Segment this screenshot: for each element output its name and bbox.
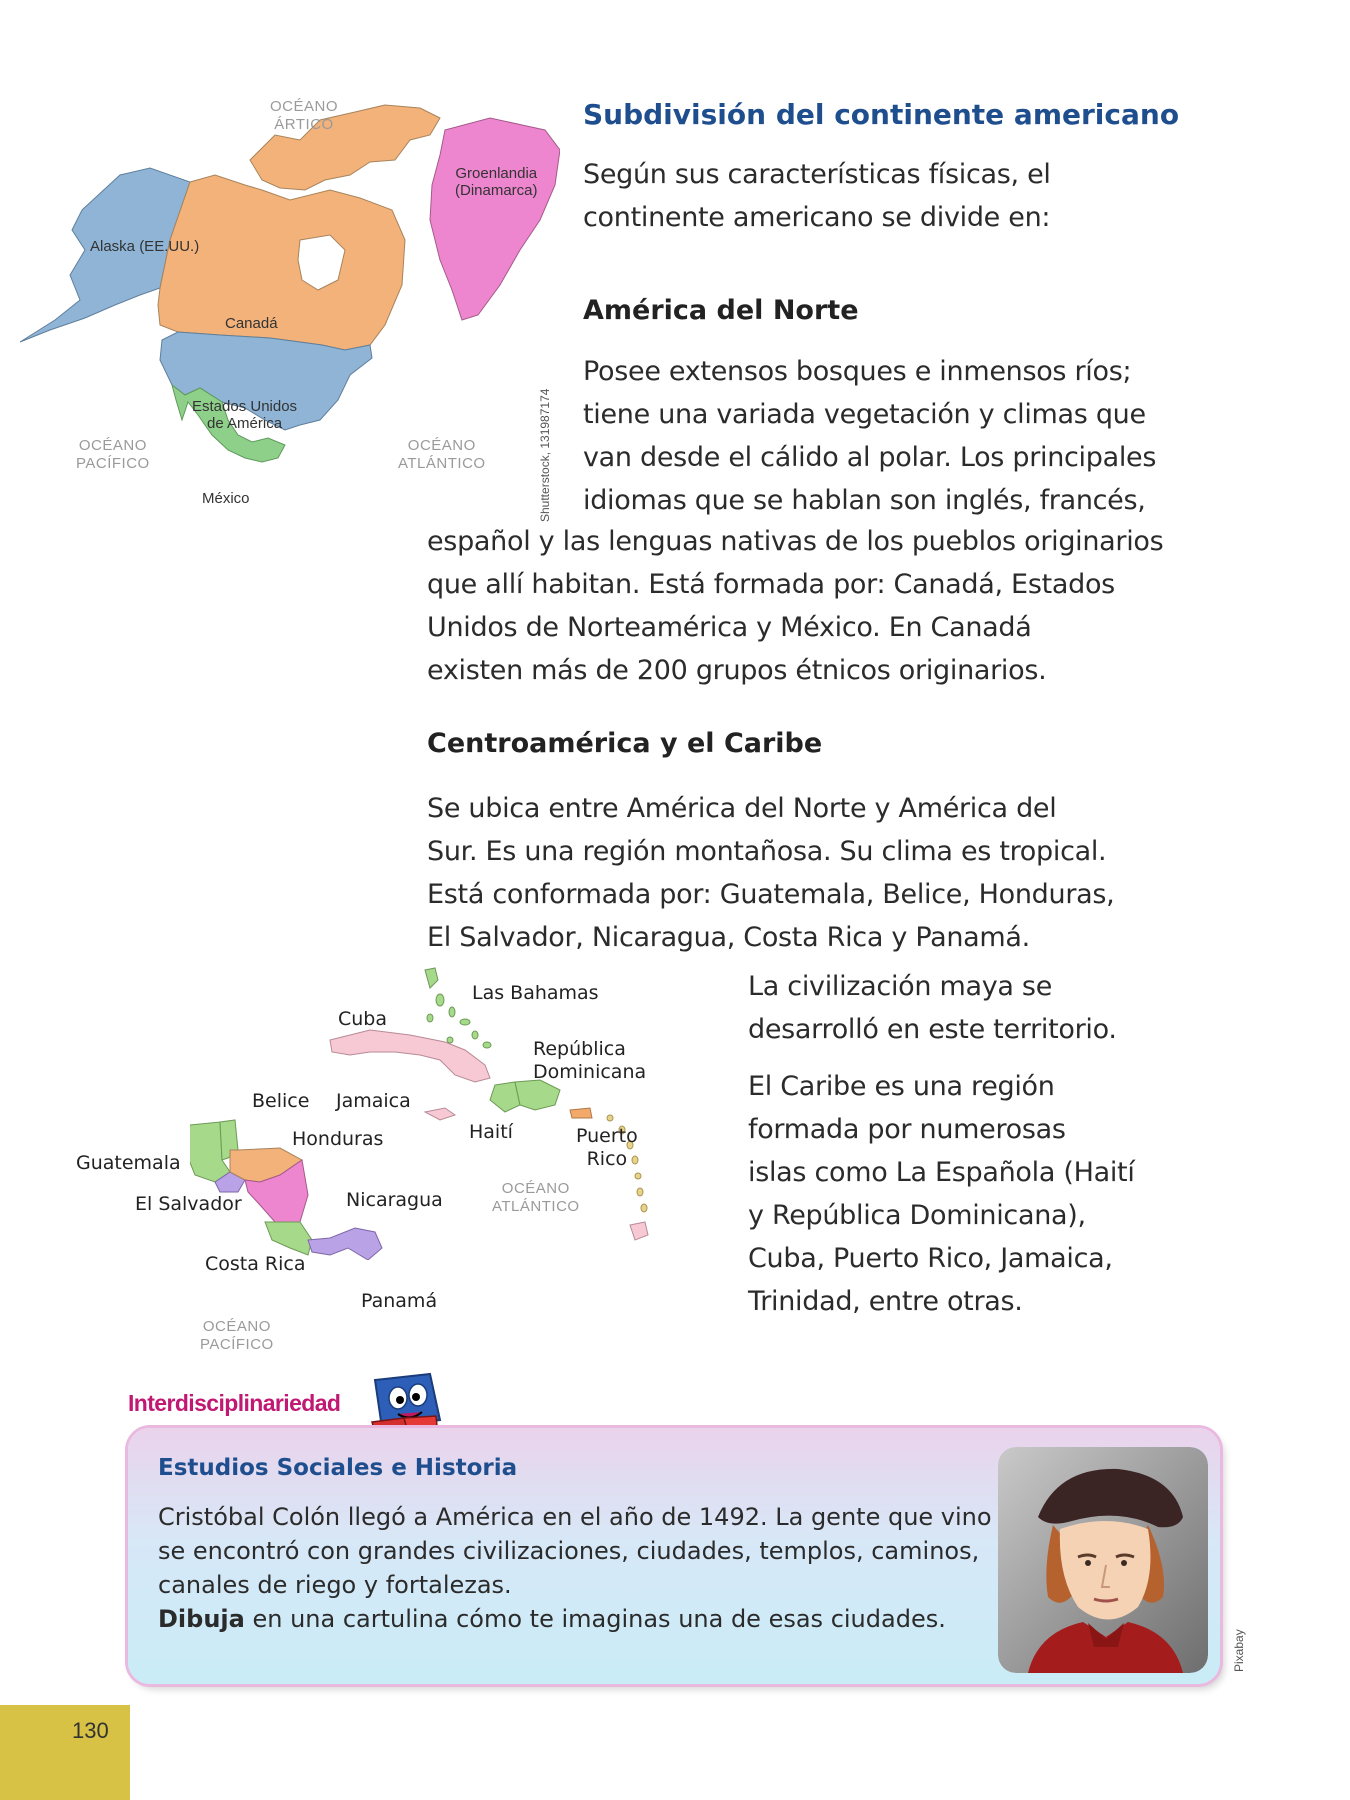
north-america-heading: América del Norte	[583, 295, 859, 326]
atlantic-ocean-label-central: OCÉANO ATLÁNTICO	[492, 1180, 580, 1215]
north-line: español y las lenguas nativas de los pueblos originarios	[427, 526, 1164, 557]
caribe-line: Trinidad, entre otras.	[748, 1286, 1023, 1317]
interdisciplinary-label: Interdisciplinariedad	[128, 1390, 341, 1416]
trinidad-shape	[630, 1222, 648, 1240]
portrait-credit: Pixabay	[1232, 1629, 1246, 1672]
box-text-part-1: Cristóbal Colón llegó a América en el año de 1492. La gente que vino se encontró con grandes civilizaciones, ciudades, templos, caminos, canales de riego y fortalezas.	[158, 1503, 992, 1599]
cuba-label: Cuba	[338, 1008, 388, 1030]
costa-rica-shape	[265, 1222, 312, 1255]
guatemala-label: Guatemala	[76, 1152, 181, 1174]
page-number: 130	[72, 1718, 109, 1743]
atlantic-ocean-label-north: OCÉANO ATLÁNTICO	[398, 437, 486, 472]
pacific-ocean-label-central: OCÉANO PACÍFICO	[200, 1318, 274, 1353]
nicaragua-label: Nicaragua	[346, 1189, 443, 1211]
jamaica-label: Jamaica	[336, 1090, 411, 1112]
north-line: existen más de 200 grupos étnicos originarios.	[427, 655, 1047, 686]
usa-label: Estados Unidos de América	[192, 398, 298, 433]
caribe-line: Cuba, Puerto Rico, Jamaica,	[748, 1243, 1113, 1274]
panama-label: Panamá	[361, 1290, 438, 1312]
puerto-rico-shape	[570, 1108, 592, 1118]
north-line: Posee extensos bosques e inmensos ríos;	[583, 356, 1132, 387]
cuba-shape	[330, 1030, 490, 1082]
haiti-label: Haití	[469, 1121, 513, 1143]
panama-shape	[308, 1228, 382, 1260]
north-line: tiene una variada vegetación y climas que	[583, 399, 1146, 430]
box-text	[158, 1500, 998, 1636]
caribe-line: formada por numerosas	[748, 1114, 1066, 1145]
central-line: Se ubica entre América del Norte y América del	[427, 793, 1057, 824]
caribe-line: islas como La Española (Haití	[748, 1157, 1135, 1188]
mexico-label: México	[202, 490, 250, 507]
north-line: Unidos de Norteamérica y México. En Canadá	[427, 612, 1032, 643]
honduras-label: Honduras	[292, 1128, 384, 1150]
page-number-bar	[0, 1705, 130, 1800]
canada-shape	[158, 175, 405, 350]
belize-label: Belice	[252, 1090, 310, 1112]
box-title: Estudios Sociales e Historia	[158, 1455, 518, 1481]
greenland-shape	[430, 118, 560, 320]
maya-line: desarrolló en este territorio.	[748, 1014, 1117, 1045]
pacific-ocean-label-north: OCÉANO PACÍFICO	[76, 437, 150, 472]
maya-line: La civilización maya se	[748, 971, 1053, 1002]
section-intro: Según sus características físicas, el continente americano se divide en:	[583, 159, 1051, 233]
dominican-republic-shape	[515, 1080, 560, 1110]
north-line: que allí habitan. Está formada por: Canadá, Estados	[427, 569, 1115, 600]
alaska-label: Alaska (EE.UU.)	[90, 238, 200, 255]
north-map-credit: Shutterstock, 131987174	[538, 388, 552, 522]
canada-label: Canadá	[225, 315, 278, 332]
central-america-heading: Centroamérica y el Caribe	[427, 728, 823, 759]
el-salvador-label: El Salvador	[135, 1193, 242, 1215]
dominican-republic-label: República Dominicana	[533, 1038, 647, 1083]
caribe-line: y República Dominicana),	[748, 1200, 1086, 1231]
arctic-ocean-label: OCÉANO ÁRTICO	[270, 98, 339, 133]
central-line: El Salvador, Nicaragua, Costa Rica y Panamá.	[427, 922, 1030, 953]
jamaica-shape	[425, 1108, 455, 1120]
columbus-portrait	[998, 1447, 1208, 1673]
central-line: Está conformada por: Guatemala, Belice, Honduras,	[427, 879, 1115, 910]
bahamas-islands	[425, 968, 491, 1048]
north-line: idiomas que se hablan son inglés, francés,	[583, 485, 1146, 516]
box-text-part-2: en una cartulina cómo te imaginas una de esas ciudades.	[244, 1605, 946, 1633]
central-line: Sur. Es una región montañosa. Su clima es tropical.	[427, 836, 1107, 867]
caribe-line: El Caribe es una región	[748, 1071, 1055, 1102]
box-text-bold: Dibuja	[158, 1605, 245, 1633]
greenland-label: Groenlandia (Dinamarca)	[455, 165, 538, 200]
section-title: Subdivisión del continente americano	[583, 98, 1180, 131]
bahamas-label: Las Bahamas	[472, 982, 599, 1004]
north-line: van desde el cálido al polar. Los principales	[583, 442, 1157, 473]
costa-rica-label: Costa Rica	[205, 1253, 306, 1275]
puerto-rico-label: Puerto Rico	[576, 1125, 638, 1170]
